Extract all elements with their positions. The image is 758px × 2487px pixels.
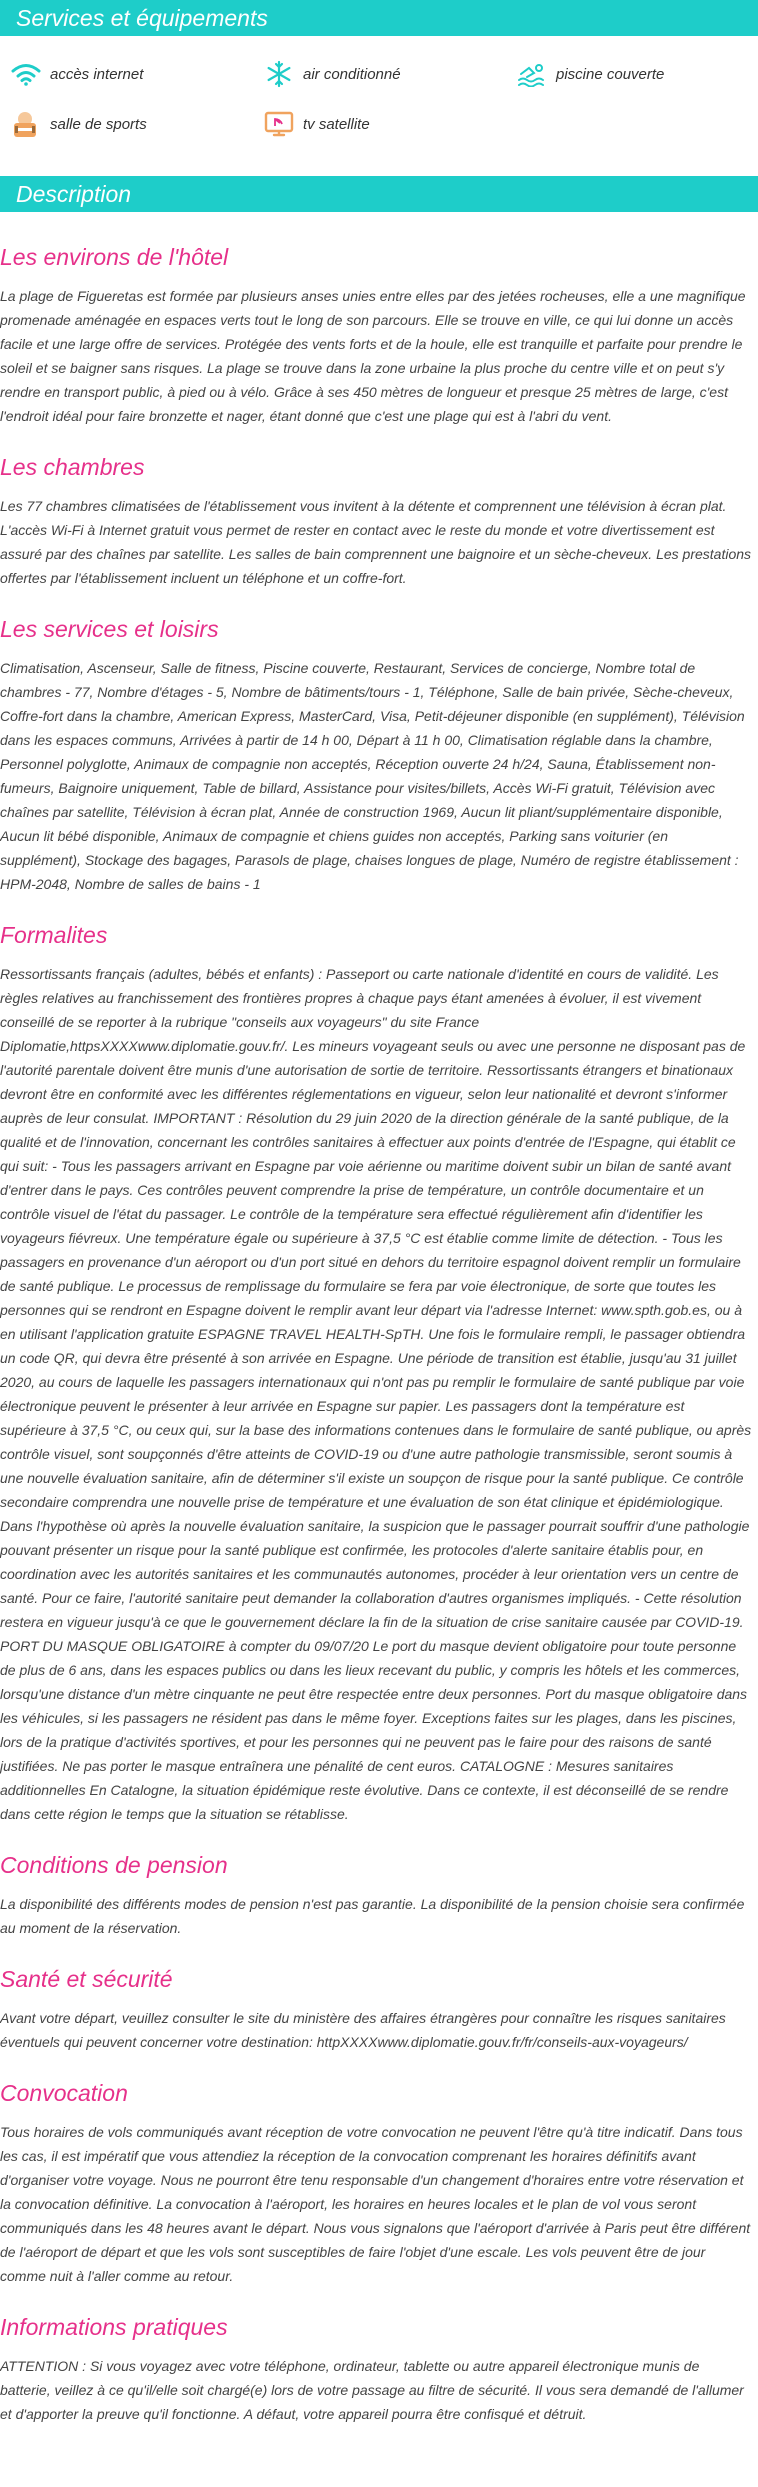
wifi-icon bbox=[10, 58, 42, 90]
section-title-convocation: Convocation bbox=[0, 2080, 128, 2106]
section-text-informations-pratiques: ATTENTION : Si vous voyagez avec votre téléphone, ordinateur, tablette ou autre appareil électronique munis de batterie, veillez à ce qu'il/elle soit chargé(e) lors de votre passage au filtre de sécurité. Il vous sera demandé de l'allumer et d'apporter la preuve qu'il fonctionne. A défaut, votre appareil pourra être confisqué et détruit. bbox=[0, 2358, 744, 2422]
section-text-conditions-pension: La disponibilité des différents modes de pension n'est pas garantie. La disponibilité de la pension choisie sera confirmée au moment de la réservation. bbox=[0, 1896, 745, 1936]
snowflake-icon bbox=[263, 58, 295, 90]
section-title-environs: Les environs de l'hôtel bbox=[0, 244, 229, 270]
service-satellite-tv bbox=[263, 108, 516, 140]
services-header-title: Services et équipements bbox=[16, 4, 268, 31]
service-air-conditioning bbox=[263, 58, 516, 90]
section-text-sante-securite: Avant votre départ, veuillez consulter le site du ministère des affaires étrangères pour connaître les risques sanitaires éventuels qui peuvent concerner votre destination: httpXXXXwww.diplomatie.gouv.fr/fr/conseils-aux-voyageurs/ bbox=[0, 2010, 726, 2050]
section-text-environs: La plage de Figueretas est formée par plusieurs anses unies entre elles par des jetées rocheuses, elle a une magnifique promenade aménagée en espaces verts tout le long de son parcours. Elle se trouve en ville, ce qui lui donne un accès facile et une large offre de services. Protégée des vents forts et de la houle, elle est tranquille et parfaite pour prendre le soleil et se baigner sans risques. La plage se trouve dans la zone urbaine la plus proche du centre ville et on peut s'y rendre en transport public, à pied ou à vélo. Grâce à ses 450 mètres de longueur et presque 25 mètres de large, c'est l'endroit idéal pour faire bronzette et nager, étant donné que c'est une plage qui est à l'abri du vent. bbox=[0, 288, 746, 424]
description-header bbox=[0, 176, 758, 212]
section-title-informations-pratiques: Informations pratiques bbox=[0, 2314, 228, 2340]
swimming-icon bbox=[516, 58, 548, 90]
section-text-chambres: Les 77 chambres climatisées de l'établissement vous invitent à la détente et comprennent une télévision à écran plat. L'accès Wi-Fi à Internet gratuit vous permet de rester en contact avec le reste du monde et votre divertissement est assuré par des chaînes par satellite. Les salles de bain comprennent une baignoire et un sèche-cheveux. Les prestations offertes par l'établissement incluent un téléphone et un coffre-fort. bbox=[0, 498, 752, 586]
description-header-title: Description bbox=[16, 180, 132, 207]
section-title-services-loisirs: Les services et loisirs bbox=[0, 616, 219, 642]
section-text-services-loisirs: Climatisation, Ascenseur, Salle de fitness, Piscine couverte, Restaurant, Services de concierge, Nombre total de chambres - 77, Nombre d'étages - 5, Nombre de bâtiments/tours - 1, Téléphone, Salle de bain privée, Sèche-cheveux, Coffre-fort dans la chambre, American Express, MasterCard, Visa, Petit-déjeuner disponible (en supplément), Télévision dans les espaces communs, Arrivées à partir de 14 h 00, Départ à 11 h 00, Climatisation réglable dans la chambre, Personnel polyglotte, Animaux de compagnie non acceptés, Réception ouverte 24 h/24, Sauna, Établissement non-fumeurs, Baignoire uniquement, Table de billard, Assistance pour visites/billets, Accès Wi-Fi gratuit, Télévision avec chaînes par satellite, Télévision à écran plat, Année de construction 1969, Aucun lit pliant/supplémentaire disponible, Aucun lit bébé disponible, Animaux de compagnie et chiens guides non acceptés, Parking sans voiturier (en supplément), Stockage des bagages, Parasols de plage, chaises longues de plage, Numéro de registre établissement : HPM-2048, Nombre de salles de bains - 1 bbox=[0, 660, 745, 892]
section-title-sante-securite: Santé et sécurité bbox=[0, 1966, 173, 1992]
dumbbell-icon bbox=[10, 108, 42, 140]
service-internet bbox=[10, 58, 263, 90]
section-title-chambres: Les chambres bbox=[0, 454, 145, 480]
service-label: tv satellite bbox=[303, 115, 370, 133]
service-gym bbox=[10, 108, 263, 140]
service-label: accès internet bbox=[50, 65, 144, 83]
tv-icon bbox=[263, 108, 295, 140]
service-label: salle de sports bbox=[50, 115, 147, 133]
description-content bbox=[0, 242, 758, 2426]
section-text-formalites: Ressortissants français (adultes, bébés et enfants) : Passeport ou carte nationale d'identité en cours de validité. Les règles relatives au franchissement des frontières propres à chaque pays étant amenées à évoluer, il est vivement conseillé de se reporter à la rubrique "conseils aux voyageurs" du site France Diplomatie,httpsXXXXwww.diplomatie.gouv.fr/. Les mineurs voyageant seuls ou avec une personne ne disposant pas de l'autorité parentale doivent être munis d'une autorisation de sortie de territoire. Ressortissants étrangers et binationaux devront être en conformité avec les différentes réglementations en vigueur, selon leur nationalité et devront s'informer auprès de leur consulat. IMPORTANT : Résolution du 29 juin 2020 de la direction générale de la santé publique, de la qualité et de l'innovation, concernant les contrôles sanitaires à effectuer aux points d'entrée de l'Espagne, qui établit ce qui suit: - Tous les passagers arrivant en Espagne par voie aérienne ou maritime doivent subir un bilan de santé avant d'entrer dans le pays. Ces contrôles peuvent comprendre la prise de température, un contrôle documentaire et un contrôle visuel de l'état du passager. Le contrôle de la température sera effectué régulièrement afin d'identifier les voyageurs fiévreux. Une température égale ou supérieure à 37,5 °C est établie comme limite de détection. - Tous les passagers en provenance d'un aéroport ou d'un port situé en dehors du territoire espagnol doivent remplir un formulaire de santé publique. Le processus de remplissage du formulaire se fera par voie électronique, de sorte que toutes les personnes qui se rendront en Espagne doivent le remplir avant leur départ via l'adresse Internet: www.spth.gob.es, ou à en utilisant l'application gratuite ESPAGNE TRAVEL HEALTH-SpTH. Une fois le formulaire rempli, le passager obtiendra un code QR, qui devra être présenté à son arrivée en Espagne. Une période de transition est établie, jusqu'au 31 juillet 2020, au cours de laquelle les passagers internationaux qui n'ont pas pu remplir le formulaire de santé publique par voie électronique peuvent le présenter à leur arrivée en Espagne sur papier. Les passagers dont la température est supérieure à 37,5 °C, ou ceux qui, sur la base des informations contenues dans le formulaire de santé publique, ou après contrôle visuel, sont soupçonnés d'être atteints de COVID-19 ou d'une autre pathologie transmissible, seront soumis à une nouvelle évaluation sanitaire, afin de déterminer s'il existe un soupçon de risque pour la santé publique. Ce contrôle secondaire comprendra une nouvelle prise de température et une évaluation de son état clinique et épidémiologique. Dans l'hypothèse où après la nouvelle évaluation sanitaire, la suspicion que le passager pourrait souffrir d'une pathologie pouvant présenter un risque pour la santé publique est confirmée, les protocoles d'alerte sanitaire établis pour, en coordination avec les autorités sanitaires et les communautés autonomes, procéder à leur orientation vers un centre de santé. Pour ce faire, l'autorité sanitaire peut demander la collaboration d'autres organismes impliqués. - Cette résolution restera en vigueur jusqu'à ce que le gouvernement déclare la fin de la situation de crise sanitaire causée par COVID-19. PORT DU MASQUE OBLIGATOIRE à compter du 09/07/20 Le port du masque devient obligatoire pour toute personne de plus de 6 ans, dans les espaces publics ou dans les lieux recevant du public, y compris les hôtels et les commerces, lorsqu'une distance d'un mètre cinquante ne peut être respectée entre deux personnes. Port du masque obligatoire dans les véhicules, si les passagers ne résident pas dans le même foyer. Exceptions faites sur les plages, dans les piscines, lors de la pratique d'activités sportives, et pour les personnes qui ne peuvent pas le faire pour des raisons de santé justifiées. Ne pas porter le masque entraînera une pénalité de cent euros. CATALOGNE : Mesures sanitaires additionnelles En Catalogne, la situation épidémique reste évolutive. Dans ce contexte, il est déconseillé de se rendre dans cette région le temps que la situation se rétablisse. bbox=[0, 966, 752, 1822]
service-label: air conditionné bbox=[303, 65, 401, 83]
service-indoor-pool bbox=[516, 58, 758, 90]
section-title-conditions-pension: Conditions de pension bbox=[0, 1852, 228, 1878]
section-text-convocation: Tous horaires de vols communiqués avant réception de votre convocation ne peuvent l'être qu'à titre indicatif. Dans tous les cas, il est impératif que vous attendiez la réception de la convocation comprenant les horaires définitifs avant d'organiser votre voyage. Nous ne pourront être tenu responsable d'un changement d'horaires entre votre réservation et la convocation définitive. La convocation à l'aéroport, les horaires en heures locales et le plan de vol vous seront communiqués dans les 48 heures avant le départ. Nous vous signalons que l'aéroport d'arrivée à Paris peut être différent de l'aéroport de départ et que les vols sont susceptibles de faire l'objet d'une escale. Les vols peuvent être de jour comme nuit à l'aller comme au retour. bbox=[0, 2124, 751, 2284]
service-label: piscine couverte bbox=[556, 65, 665, 83]
section-title-formalites: Formalites bbox=[0, 922, 108, 948]
services-header bbox=[0, 0, 758, 36]
services-list bbox=[0, 36, 758, 162]
